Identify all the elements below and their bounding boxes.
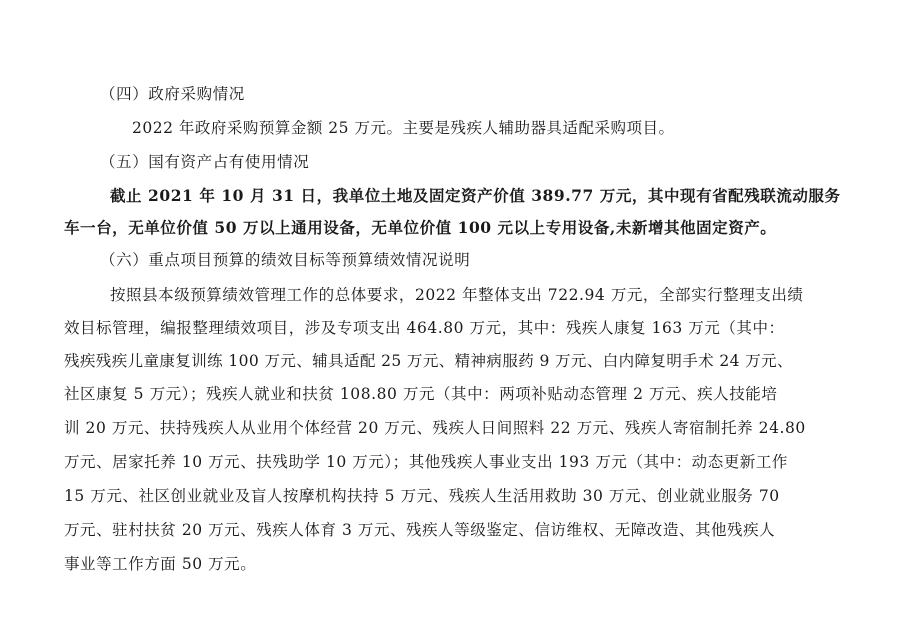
performance-text-line: 万元、居家托养 10 万元、扶残助学 10 万元）；其他残疾人事业支出 193 万元（其中：动态更新工作 xyxy=(64,453,788,471)
section-heading-government-procurement: （四）政府采购情况 xyxy=(100,85,245,103)
section-heading-state-assets: （五）国有资产占有使用情况 xyxy=(100,153,310,171)
performance-text-line: 按照县本级预算绩效管理工作的总体要求，2022 年整体支出 722.94 万元，全部实行整理支出绩 xyxy=(110,286,804,304)
performance-text-line: 事业等工作方面 50 万元。 xyxy=(64,555,257,573)
government-procurement-text: 2022 年政府采购预算金额 25 万元。主要是残疾人辅助器具适配采购项目。 xyxy=(132,119,675,137)
performance-text-line: 残疾残疾儿童康复训练 100 万元、辅具适配 25 万元、精神病服药 9 万元、白内障复明手术 24 万元、 xyxy=(64,352,793,370)
section-heading-performance-targets: （六）重点项目预算的绩效目标等预算绩效情况说明 xyxy=(100,251,471,269)
performance-text-line: 效目标管理，编报整理绩效项目，涉及专项支出 464.80 万元，其中：残疾人康复 163 万元（其中： xyxy=(64,319,785,337)
performance-text-line: 社区康复 5 万元）；残疾人就业和扶贫 108.80 万元（其中：两项补贴动态管理 2 万元、疾人技能培 xyxy=(64,385,778,403)
performance-text-line: 15 万元、社区创业就业及盲人按摩机构扶持 5 万元、残疾人生活用救助 30 万元、创业就业服务 70 xyxy=(64,487,780,505)
performance-text-line: 训 20 万元、扶持残疾人从业用个体经营 20 万元、残疾人日间照料 22 万元、残疾人寄宿制托养 24.80 xyxy=(64,419,806,437)
state-assets-text-line-1: 截止 2021 年 10 月 31 日，我单位土地及固定资产价值 389.77 万元，其中现有省配残联流动服务 xyxy=(110,186,841,205)
performance-text-line: 万元、驻村扶贫 20 万元、残疾人体育 3 万元、残疾人等级鉴定、信访维权、无障改造、其他残疾人 xyxy=(64,521,776,539)
state-assets-text-line-2: 车一台，无单位价值 50 万以上通用设备，无单位价值 100 元以上专用设备,未新增其他固定资产。 xyxy=(64,218,777,237)
